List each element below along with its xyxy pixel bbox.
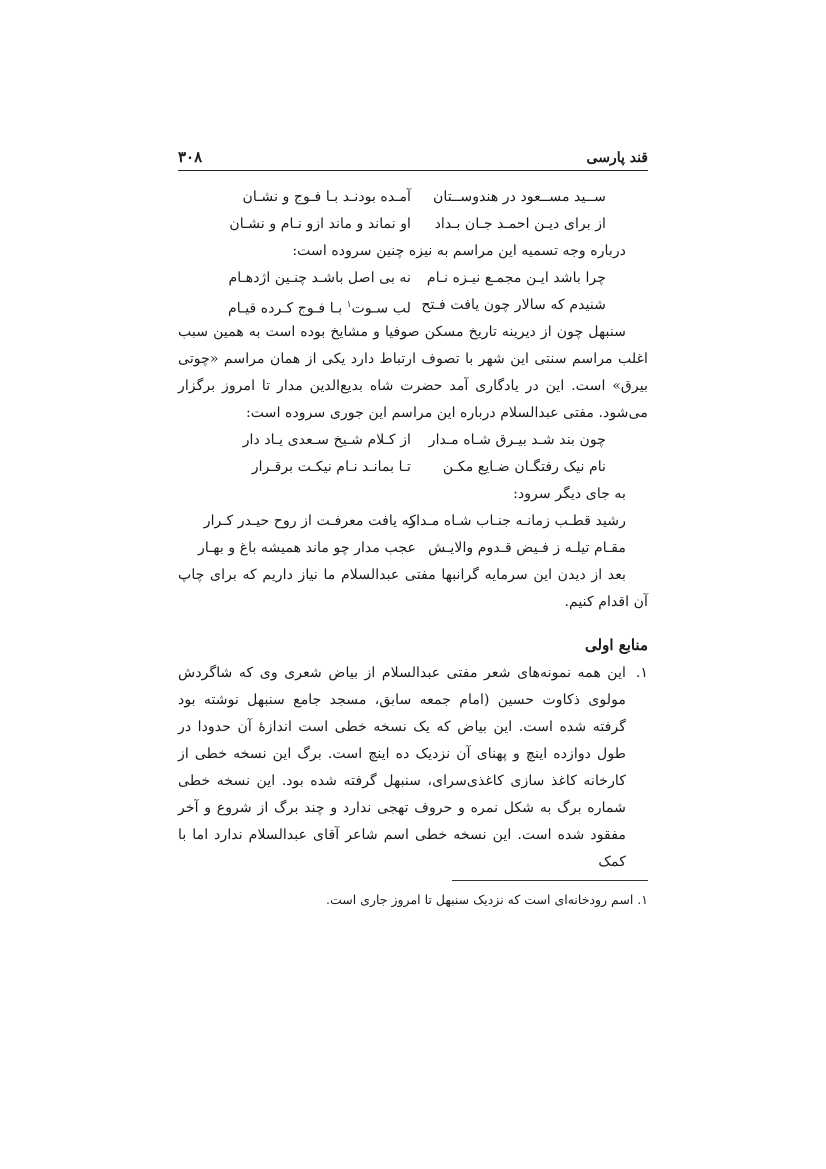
body-paragraph: بعد از دیدن این سرمایه گرانبها مفتی عبدالسلام ما نیاز داریم که برای چاپ آن اقدام کنیم.	[178, 567, 648, 610]
poem-couplet	[178, 427, 648, 454]
hemistich-second: که یافت معرفـت از روح حیـدر کـرار	[203, 513, 416, 529]
intro-line: به جای دیگر سرود:	[513, 486, 626, 502]
hemistich-second: از کـلام شـیخ سـعدی یـاد دار	[242, 432, 411, 448]
hemistich-first: چرا باشد ایـن مجمـع نیـزه نـام	[426, 270, 606, 286]
poem-couplet	[178, 292, 648, 319]
main-text	[178, 184, 648, 876]
footnote-separator	[452, 880, 648, 881]
intro-line: درباره وجه تسمیه این مراسم به نیزه چنین سروده است:	[292, 243, 626, 259]
hemistich-second: آمـده بودنـد بـا فـوج و نشـان	[242, 189, 411, 205]
list-item	[178, 660, 648, 876]
footnote: ۱. اسم رودخانه‌ای است که نزدیک سنبهل تا امروز جاری است.	[325, 892, 648, 907]
poem-couplet	[178, 508, 648, 535]
hemistich-first: رشید قطـب زمانـه جنـاب شـاه مـدار	[409, 513, 626, 529]
hemistich-first: شنیدم که سالار چون یافت فـتح	[421, 297, 606, 313]
hemistich-second: او نماند و ماند ازو نـام و نشـان	[229, 216, 411, 232]
hemistich-first: چون بند شـد بیـرق شـاه مـدار	[428, 432, 606, 448]
hemistich-text: بـا فـوج کـرده قیـام	[227, 300, 347, 317]
hemistich-first: مقـام تیلـه ز فـیض قـدوم والایـش	[428, 540, 626, 556]
hemistich-second: عجب مدار چو ماند همیشه باغ و بهـار	[197, 540, 416, 556]
poem-couplet	[178, 535, 648, 562]
footnote-marker: ۱	[346, 300, 352, 310]
page-number: ۳۰۸	[178, 148, 203, 166]
poem-couplet	[178, 184, 648, 211]
poem-couplet	[178, 211, 648, 238]
hemistich-second	[216, 292, 411, 319]
hemistich-first: از برای دیـن احمـد جـان بـداد	[434, 216, 606, 232]
hemistich-text: لب سـوت	[351, 300, 411, 317]
section-heading: منابع اولی	[585, 636, 648, 654]
poem-couplet	[178, 454, 648, 481]
hemistich-first: نام نیک رفتگـان ضـایع مکـن	[442, 459, 606, 475]
list-text: این همه نمونه‌های شعر مفتی عبدالسلام از بیاض شعری وی که شاگردش مولوی ذکاوت حسین (امام جمعه سابق، مسجد جامع سنبهل نوشته بود گرفته شده است. این بیاض که یک نسخه خطی است اندازهٔ آن حدودا در طول دوازده اینچ و پهنای آن نزدیک ده اینچ است. برگ این نسخه خطی از کارخانه کاغذ سازی کاغذی‌سرای، سنبهل گرفته شده بود. این نسخه خطی شماره برگ به شکل نمره و حروف تهجی ندارد و چند برگ از شروع و آخر مفقود شده است. این نسخه خطی اسم شاعر آقای عبدالسلام ندارد اما با کمک	[178, 665, 626, 870]
hemistich-first: ســید مســعود در هندوســتان	[433, 189, 606, 205]
body-paragraph: سنبهل چون از دیرینه تاریخ مسکن صوفیا و مشایخ بوده است به همین سبب اغلب مراسم سنتی این شهر با تصوف ارتباط دارد یکی از همان مراسم «چوتی بیرق» است. این در یادگاری آمد حضرت شاه بدیع‌الدین مدار تا امروز برگزار می‌شود. مفتی عبدالسلام درباره این مراسم این جوری سروده است:	[178, 324, 648, 421]
running-header	[178, 140, 648, 171]
book-title: قند پارسی	[586, 150, 648, 166]
poem-couplet	[178, 265, 648, 292]
hemistich-second: تـا بمانـد نـام نیکـت برقـرار	[251, 459, 411, 475]
list-number: ۱.	[635, 665, 648, 681]
hemistich-second: نه بی اصل باشـد چنـین اژدهـام	[228, 270, 411, 286]
